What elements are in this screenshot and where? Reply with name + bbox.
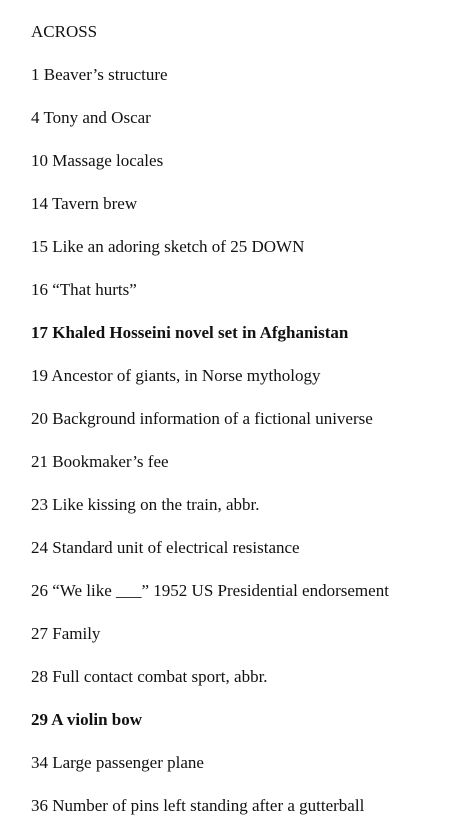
clue-item: 17 Khaled Hosseini novel set in Afghanistan — [31, 323, 349, 342]
clue-item: 23 Like kissing on the train, abbr. — [31, 495, 260, 514]
clue-item: 16 “That hurts” — [31, 280, 137, 299]
clue-item: 15 Like an adoring sketch of 25 DOWN — [31, 237, 305, 256]
clue-item: 10 Massage locales — [31, 151, 164, 170]
clue-item: 1 Beaver’s structure — [31, 65, 168, 84]
clue-item: 4 Tony and Oscar — [31, 108, 151, 127]
across-clue-list — [31, 63, 389, 837]
clue-item: 28 Full contact combat sport, abbr. — [31, 667, 268, 686]
clue-item: 19 Ancestor of giants, in Norse mythology — [31, 366, 321, 385]
crossword-clues-page — [31, 20, 476, 815]
clue-item: 20 Background information of a fictional universe — [31, 409, 373, 428]
clue-item: 36 Number of pins left standing after a gutterball — [31, 796, 365, 815]
clue-item: 29 A violin bow — [31, 710, 143, 729]
clue-item: 14 Tavern brew — [31, 194, 138, 213]
clue-item: 27 Family — [31, 624, 101, 643]
clue-item: 26 “We like ___” 1952 US Presidential endorsement — [31, 581, 389, 600]
clue-item: 24 Standard unit of electrical resistance — [31, 538, 300, 557]
across-heading: ACROSS — [31, 22, 98, 41]
clue-item: 21 Bookmaker’s fee — [31, 452, 169, 471]
clue-item: 34 Large passenger plane — [31, 753, 204, 772]
